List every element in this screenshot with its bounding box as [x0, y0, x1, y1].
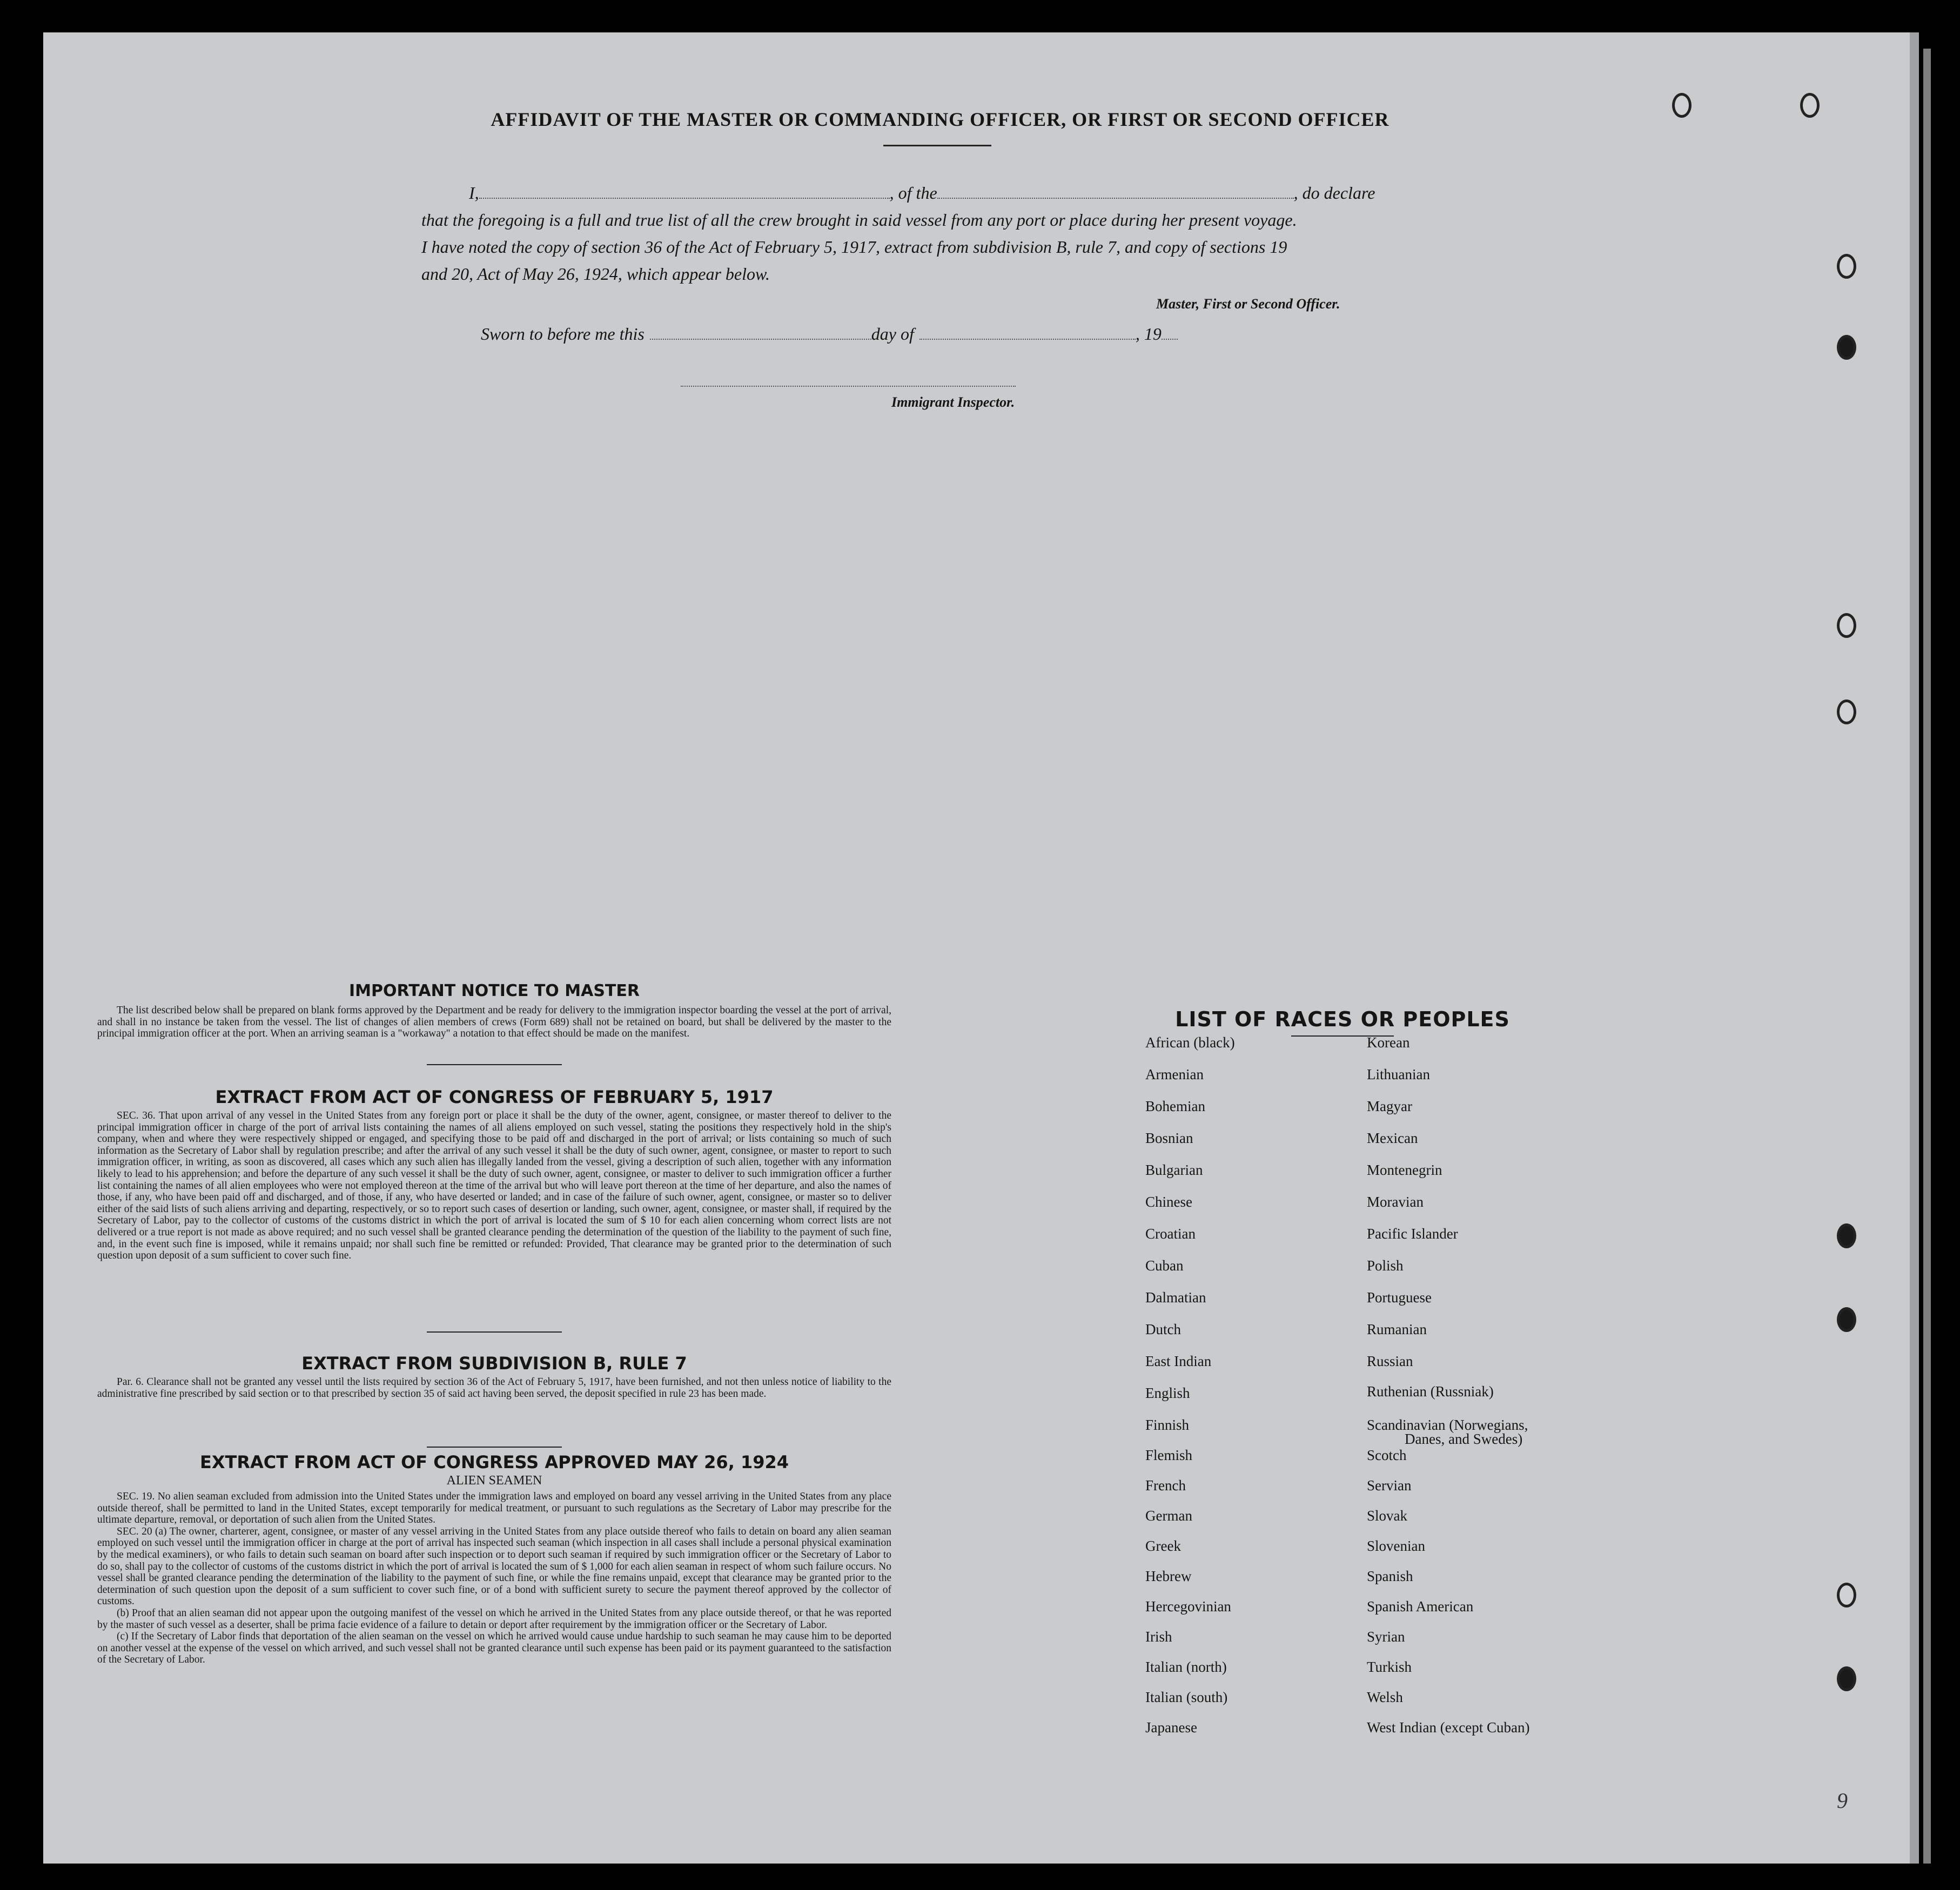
race-item: Moravian: [1367, 1194, 1424, 1210]
race-item: Italian (south): [1145, 1689, 1228, 1705]
binder-hole: [1837, 613, 1856, 638]
binder-hole: [1837, 1307, 1856, 1332]
race-item: Pacific Islander: [1367, 1226, 1458, 1242]
race-item: Armenian: [1145, 1066, 1204, 1082]
race-item: Hebrew: [1145, 1568, 1192, 1584]
race-item: Welsh: [1367, 1689, 1403, 1705]
extract-1924-title: EXTRACT FROM ACT OF CONGRESS APPROVED MAY 26, 1924: [199, 1452, 789, 1472]
race-item: Syrian: [1367, 1629, 1405, 1645]
race-item: Scandinavian (Norwegians,: [1367, 1417, 1528, 1433]
race-item: Ruthenian (Russniak): [1367, 1383, 1494, 1400]
extract-1917-text: [97, 1110, 891, 1262]
race-item: Rumanian: [1367, 1321, 1427, 1337]
races-title: LIST OF RACES OR PEOPLES: [1175, 1007, 1510, 1031]
vessel-blank[interactable]: [937, 184, 1294, 199]
notice-text: [97, 1005, 891, 1040]
race-item: Korean: [1367, 1034, 1410, 1051]
race-item: Bulgarian: [1145, 1162, 1203, 1178]
affidavit-title: AFFIDAVIT OF THE MASTER OR COMMANDING OFFICER, OR FIRST OR SECOND OFFICER: [491, 109, 1390, 130]
race-item: Danes, and Swedes): [1405, 1431, 1523, 1447]
notice-title: IMPORTANT NOTICE TO MASTER: [349, 981, 640, 1000]
race-item: Mexican: [1367, 1130, 1418, 1146]
race-item: Magyar: [1367, 1098, 1412, 1114]
race-item: African (black): [1145, 1034, 1235, 1051]
race-item: Servian: [1367, 1477, 1412, 1494]
race-item: Irish: [1145, 1629, 1172, 1645]
sec-36-paragraph: SEC. 36. That upon arrival of any vessel in the United States from any foreign port or place it shall be the duty of the owner, agent, consignee, or master thereof to deliver to the principal immigration officer in charge of the port of arrival lists containing the names of all aliens employed on such vessel, stating the positions they respectively hold in the ship's company, when and where they were respectively shipped or engaged, and specifying those to be paid off and discharged in the port of arrival; or lists containing so much of such information as the Secretary of Labor shall by regulation prescribe; and after the arrival of any such vessel it shall be the duty of such owner, agent, consignee, or master to report to such immigration officer, in writing, as soon as discovered, all cases which any such alien has illegally landed from the vessel, giving a description of such alien, together with any information likely to lead to his apprehension; and before the departure of any such vessel it shall be the duty of such owner, agent, consignee, or master to deliver to such immigration officer a further list containing the names of all alien employees who were not employed thereon at the time of the arrival but who will leave port thereon at the time of her departure, and also the names of those, if any, who have been paid off and discharged, and of those, if any, who have deserted or landed; and in case of the failure of such owner, agent, consignee, or master so to deliver either of the said lists of such aliens arriving and departing, respectively, or so to report such cases of desertion or landing, such owner, agent, consignee, or master shall, if required by the Secretary of Labor, pay to the collector of customs of the customs district in which the port of arrival is located the sum of $ 10 for each alien concerning whom correct lists are not delivered or a true report is not made as above required; and no such vessel shall be granted clearance pending the determination of the question of the liability to the payment of such fine, and, in the event such fine is imposed, while it remains unpaid; nor shall such fine be remitted or refunded: Provided, That clearance may be granted prior to the determination of such question upon deposit of a sum sufficient to cover such fine.: [97, 1110, 891, 1262]
race-item: Chinese: [1145, 1194, 1192, 1210]
binder-hole: [1837, 254, 1856, 279]
declaration-i: I,: [469, 183, 479, 203]
notice-rule: [427, 1064, 562, 1065]
race-item: Bosnian: [1145, 1130, 1193, 1146]
sec-20c-paragraph: (c) If the Secretary of Labor finds that deportation of the alien seaman on the vessel on which he arrived would cause undue hardship to such seaman he may cause him to be deported on another vessel at the expense of the vessel on which arrived, and such vessel shall not be granted clearance until such expense has been paid or its payment guaranteed to the satisfaction of the Secretary of Labor.: [97, 1631, 891, 1666]
inspector-signature-line[interactable]: [681, 385, 1016, 387]
title-rule: [883, 145, 991, 146]
race-item: Dutch: [1145, 1321, 1181, 1337]
race-item: Polish: [1367, 1257, 1404, 1274]
race-item: Dalmatian: [1145, 1289, 1206, 1306]
alien-seamen-subtitle: ALIEN SEAMEN: [446, 1474, 542, 1488]
sworn-day-blank[interactable]: [650, 325, 871, 340]
race-item: Scotch: [1367, 1447, 1407, 1463]
binder-hole: [1837, 1583, 1856, 1607]
race-item: Japanese: [1145, 1719, 1197, 1736]
name-blank[interactable]: [479, 184, 890, 199]
year-text: , 19: [1135, 324, 1162, 344]
master-signature-label: Master, First or Second Officer.: [1156, 296, 1340, 312]
race-item: Flemish: [1145, 1447, 1193, 1463]
inspector-signature-label: Immigrant Inspector.: [891, 394, 1015, 410]
binder-hole: [1837, 1223, 1856, 1248]
race-item: Bohemian: [1145, 1098, 1205, 1114]
race-item: Spanish American: [1367, 1598, 1474, 1615]
race-item: German: [1145, 1508, 1192, 1524]
extract-1917-title: EXTRACT FROM ACT OF CONGRESS OF FEBRUARY 5, 1917: [215, 1087, 774, 1107]
race-item: Slovak: [1367, 1508, 1408, 1524]
sworn-line: [481, 324, 1291, 344]
page-edge-shadow: [1923, 49, 1931, 1864]
race-item: Spanish: [1367, 1568, 1413, 1584]
race-item: English: [1145, 1385, 1190, 1401]
declaration-line-4: and 20, Act of May 26, 1924, which appear below.: [421, 264, 770, 284]
binder-hole: [1672, 93, 1691, 118]
binder-hole: [1800, 93, 1820, 118]
race-item: Finnish: [1145, 1417, 1190, 1433]
document-page: [43, 32, 1910, 1864]
binder-hole: [1837, 335, 1856, 360]
binder-hole: [1837, 699, 1856, 724]
race-item: Lithuanian: [1367, 1066, 1430, 1082]
race-item: West Indian (except Cuban): [1367, 1719, 1530, 1736]
declaration-of-the: , of the: [889, 183, 937, 203]
race-item: Portuguese: [1367, 1289, 1432, 1306]
year-blank[interactable]: [1162, 325, 1178, 340]
declaration-line-2: that the foregoing is a full and true list of all the crew brought in said vessel from any port or place during her present voyage.: [421, 210, 1297, 230]
declaration-do-declare: , do declare: [1293, 183, 1375, 203]
race-item: Turkish: [1367, 1659, 1412, 1675]
race-item: Greek: [1145, 1538, 1181, 1554]
declaration-line-3: I have noted the copy of section 36 of the Act of February 5, 1917, extract from subdivision B, rule 7, and copy of sections 19: [421, 237, 1287, 257]
binder-hole: [1837, 1666, 1856, 1691]
race-item: Montenegrin: [1367, 1162, 1442, 1178]
extract-1924-text: [97, 1491, 891, 1666]
race-item: Hercegovinian: [1145, 1598, 1231, 1615]
race-item: Russian: [1367, 1353, 1413, 1369]
declaration-line-1: [421, 179, 1496, 206]
sworn-text: Sworn to before me this: [481, 324, 645, 344]
notice-paragraph: The list described below shall be prepared on blank forms approved by the Department and be ready for delivery to the immigration inspector boarding the vessel at the port of arrival, and shall in no instance be taken from the vessel. The list of changes of alien members of crews (Form 689) shall not be retained on board, but shall be delivered by the master to the principal immigration officer at the port. When an arriving seaman is a "workaway" a notation to that effect should be made on the manifest.: [97, 1005, 891, 1040]
sec-20a-paragraph: SEC. 20 (a) The owner, charterer, agent, consignee, or master of any vessel arriving in the United States from any place outside thereof who fails to detain on board any alien seaman employed on such vessel until the immigration officer in charge at the port of arrival has inspected such seaman (which inspection in all cases shall include a personal physical examination by the medical examiners), or who fails to detain such seaman on board after such inspection or to deport such seaman if required by such immigration officer or the Secretary of Labor to do so, shall pay to the collector of customs of the customs district in which the port of arrival is located the sum of $ 1,000 for each alien seaman in respect of whom such failure occurs. No vessel shall be granted clearance pending the determination of the liability to the payment of such fine, or while the fine remains unpaid, except that clearance may be granted prior to the determination of such question upon the deposit of a sum sufficient to cover such fine, or of a bond with sufficient surety to secure the payment thereof approved by the collector of customs.: [97, 1525, 891, 1607]
month-blank[interactable]: [919, 325, 1136, 340]
race-item: Cuban: [1145, 1257, 1184, 1274]
sec-20b-paragraph: (b) Proof that an alien seaman did not appear upon the outgoing manifest of the vessel on which he arrived in the United States from any place outside thereof, or that he was reported by the master of such vessel as a deserter, shall be prima facie evidence of a failure to detain or deport after requirement by the immigration officer or the Secretary of Labor.: [97, 1607, 891, 1631]
race-item: Croatian: [1145, 1226, 1196, 1242]
day-of-text: day of: [871, 324, 914, 344]
extract-rule7-rule: [427, 1447, 562, 1448]
sec-19-paragraph: SEC. 19. No alien seaman excluded from admission into the United States under the immigration laws and employed on board any vessel arriving in the United States from any place outside thereof, shall be permitted to land in the United States, except temporarily for medical treatment, or pursuant to such regulations as the Secretary of Labor may prescribe for the ultimate departure, removal, or deportation of such alien from the United States.: [97, 1491, 891, 1526]
par-6-paragraph: Par. 6. Clearance shall not be granted any vessel until the lists required by section 36 of the Act of February 5, 1917, have been furnished, and not then unless notice of liability to the administrative fine prescribed by said section or to that prescribed by section 35 of said act having been served, the deposit specified in rule 23 has been made.: [97, 1376, 891, 1400]
race-item: East Indian: [1145, 1353, 1212, 1369]
declaration-text: [421, 179, 1496, 287]
extract-rule7-text: [97, 1376, 891, 1400]
race-item: Slovenian: [1367, 1538, 1425, 1554]
extract-1917-rule: [427, 1331, 562, 1333]
race-item: French: [1145, 1477, 1186, 1494]
race-item: Italian (north): [1145, 1659, 1227, 1675]
page-number: 9: [1837, 1788, 1848, 1813]
extract-rule7-title: EXTRACT FROM SUBDIVISION B, RULE 7: [301, 1353, 687, 1374]
